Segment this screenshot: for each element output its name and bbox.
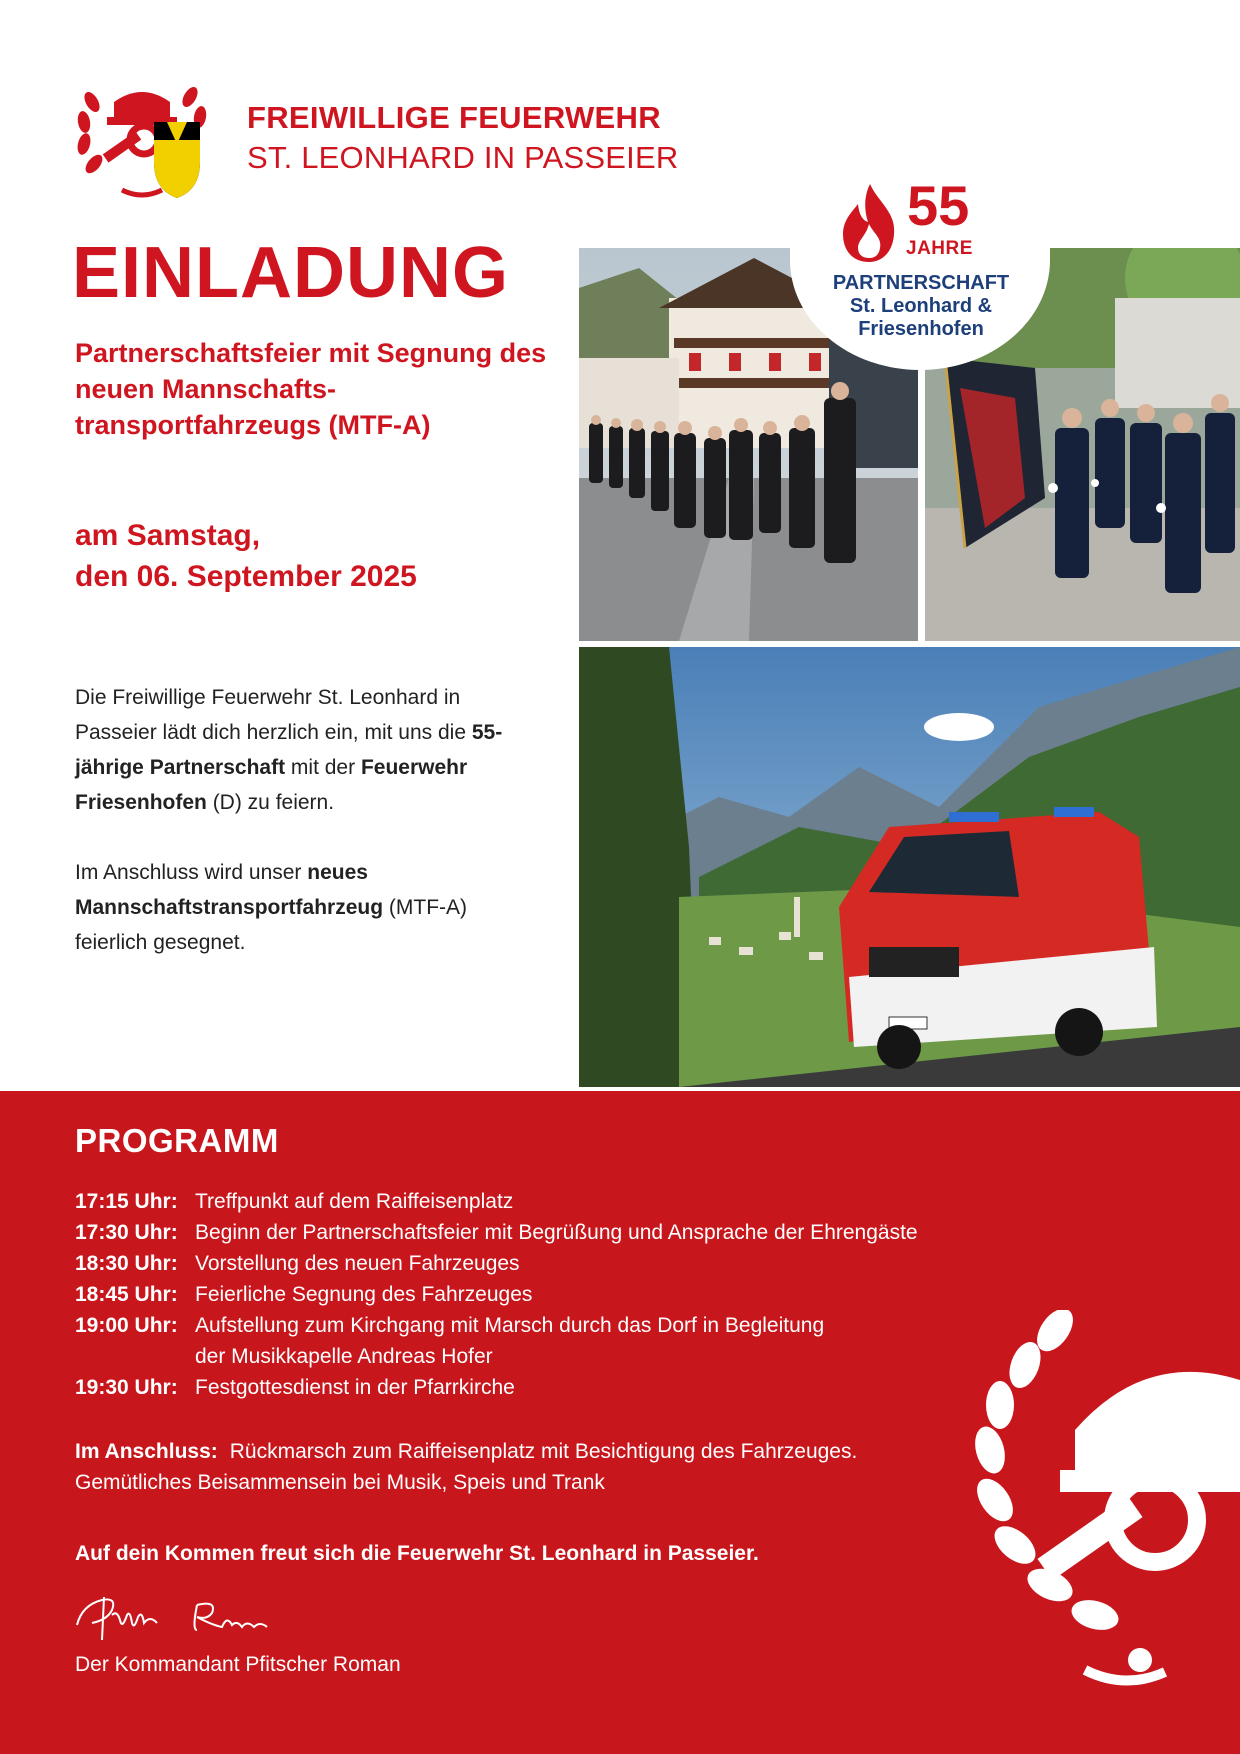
program-text [195,1310,824,1372]
program-title: PROGRAMM [75,1122,279,1159]
invitation-title: EINLADUNG [72,233,509,313]
intro-p1-e: (D) zu feiern. [206,791,335,814]
program-item [75,1279,1055,1310]
program-time: 17:30 Uhr: [75,1221,178,1244]
badge-number: 55 [907,174,970,237]
commander-signature [72,1585,272,1645]
intro-text [75,680,545,995]
program-text: Treffpunkt auf dem Raiffeisenplatz [195,1190,514,1213]
signature-text: Pfitscher Roman [72,1585,81,1586]
intro-p2-c: (MTF-A) feierlich gesegnet. [75,896,468,954]
program-text: Vorstellung des neuen Fahrzeuges [195,1252,520,1275]
badge-line1: PARTNERSCHAFT [832,272,1010,294]
event-date-line1: am Samstag, [75,519,261,552]
afterwards-text-line1: Rückmarsch zum Raiffeisenplatz mit Besichtigung des Fahrzeuges. [229,1440,858,1463]
commander-name: Der Kommandant Pfitscher Roman [75,1653,401,1676]
intro-p2-b: neues Mannschaftstransportfahrzeug [75,861,384,919]
program-text: Feierliche Segnung des Fahrzeuges [195,1283,533,1306]
intro-p1-b: 55-jährige Partnerschaft [75,721,503,779]
organization-name-line2: ST. LEONHARD IN PASSEIER [247,140,679,175]
badge-line2: St. Leonhard & [849,295,993,317]
program-text-line2: der Musikkapelle Andreas Hofer [195,1345,493,1368]
organization-name-line1: FREIWILLIGE FEUERWEHR [247,100,661,135]
program-time: 17:15 Uhr: [75,1190,178,1213]
program-list [75,1186,1055,1403]
program-text-line1: Aufstellung zum Kirchgang mit Marsch durch das Dorf in Begleitung [195,1314,825,1337]
intro-p1-d: Feuerwehr Friesenhofen [75,756,468,814]
program-text: Beginn der Partnerschaftsfeier mit Begrüßung und Ansprache der Ehrengäste [195,1221,918,1244]
program-time: 19:30 Uhr: [75,1376,178,1399]
program-afterwards [75,1436,1075,1498]
afterwards-label: Im Anschluss: [75,1440,218,1463]
program-time: 19:00 Uhr: [75,1314,178,1337]
intro-p1-c: mit der [285,756,361,779]
photo-new-vehicle [579,647,1240,1087]
program-item [75,1248,1055,1279]
intro-p2-a: Im Anschluss wird unser [75,861,308,884]
afterwards-text-line2: Gemütliches Beisammensein bei Musik, Speis und Trank [75,1471,605,1494]
closing-line: Auf dein Kommen freut sich die Feuerwehr St. Leonhard in Passeier. [75,1542,759,1565]
flame-icon [838,182,900,264]
program-time: 18:45 Uhr: [75,1283,178,1306]
intro-paragraph-1 [75,680,545,820]
program-item [75,1372,1055,1403]
event-date [75,515,417,597]
fire-brigade-logo [72,72,222,212]
program-item [75,1217,1055,1248]
event-date-line2: den 06. September 2025 [75,560,417,593]
event-subtitle: Partnerschaftsfeier mit Segnung des neuen Mannschafts-transportfahrzeugs (MTF-A) [75,338,547,440]
program-item [75,1310,1055,1372]
organization-name [247,98,678,178]
program-time: 18:30 Uhr: [75,1252,178,1275]
intro-paragraph-2 [75,855,545,960]
badge-partnership-text [820,272,1022,341]
badge-years: JAHRE [906,238,973,259]
program-text: Festgottesdienst in der Pfarrkirche [195,1376,515,1399]
program-item [75,1186,1055,1217]
intro-p1-a: Die Freiwillige Feuerwehr St. Leonhard in Passeier lädt dich herzlich ein, mit uns die [75,686,472,744]
badge-line3: Friesenhofen [858,318,984,340]
